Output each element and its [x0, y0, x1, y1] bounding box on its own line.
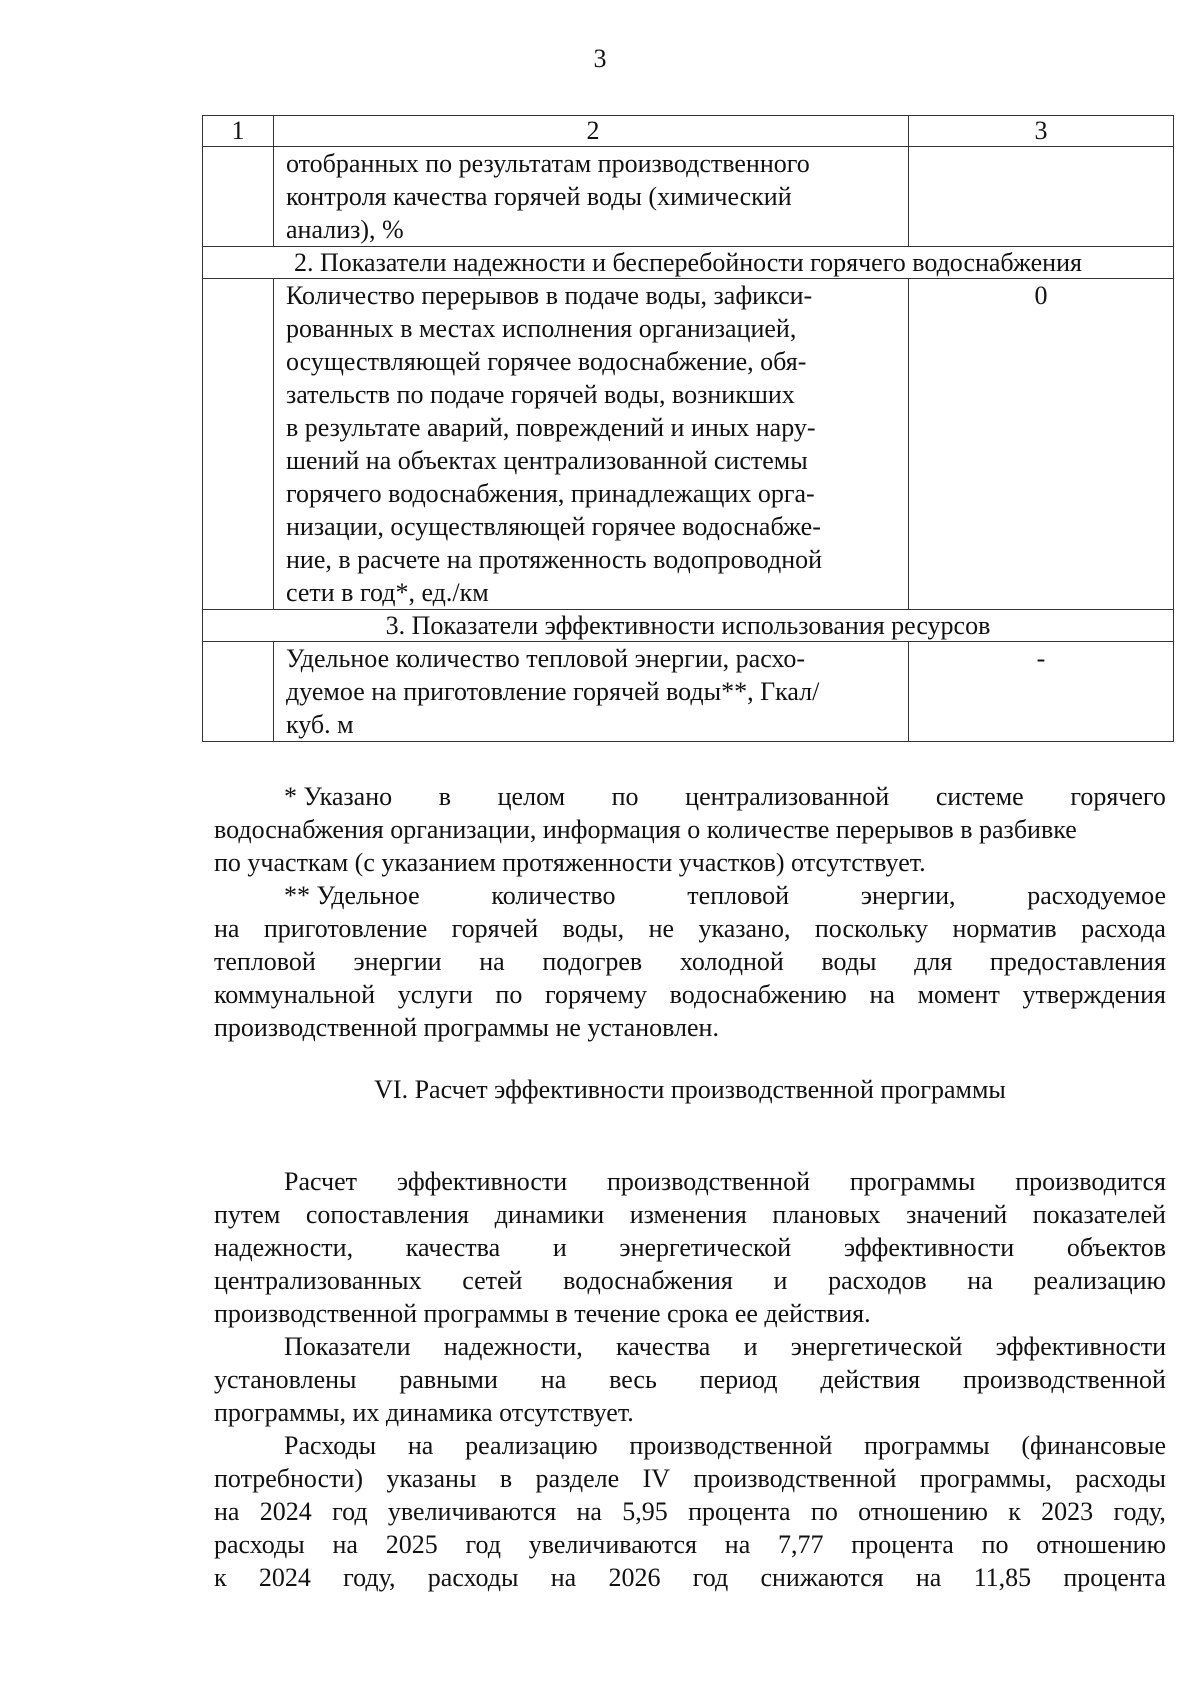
word: объектов	[1066, 1233, 1166, 1262]
footnote-1-line: водоснабжения организации, информация о количестве перерывов в разбивке	[214, 815, 1077, 844]
word: на	[407, 1431, 434, 1460]
paragraph-3-line	[214, 1495, 1166, 1528]
word: производственной	[962, 1365, 1166, 1394]
word: процента	[1063, 1563, 1166, 1592]
section-3-heading: 3. Показатели эффективности использования ресурсов	[203, 610, 1174, 642]
word: утверждения	[1022, 980, 1166, 1009]
word: горячему	[544, 980, 648, 1009]
word: реализацию	[465, 1431, 598, 1460]
word: показателей	[1032, 1200, 1166, 1229]
word: году,	[1113, 1497, 1166, 1526]
row3-value: -	[909, 642, 1174, 742]
word: год	[465, 1530, 501, 1559]
word: приготовление	[263, 914, 428, 943]
section-title: VI. Расчет эффективности производственной программы	[374, 1075, 1006, 1104]
word: потребности)	[214, 1464, 364, 1493]
footnote-1-first-line: * Указано в целом по централизованной системе горячего	[284, 782, 1166, 811]
paragraph-1-line	[214, 1264, 1166, 1297]
word: 2024	[258, 1563, 311, 1592]
table-row	[203, 147, 1174, 247]
word: сопоставления	[305, 1200, 469, 1229]
paragraph-2-line: программы, их динамика отсутствует.	[214, 1398, 634, 1427]
paragraph-1-line	[214, 1231, 1166, 1264]
word: на	[915, 1563, 942, 1592]
header-col-1: 1	[203, 116, 274, 147]
word: и	[552, 1233, 567, 1262]
word: эффективности	[843, 1233, 1015, 1262]
word: по	[981, 1530, 1009, 1559]
word: на	[479, 947, 505, 976]
word: увеличиваются	[387, 1497, 557, 1526]
word: программы,	[919, 1464, 1052, 1493]
paragraph-2-line	[214, 1330, 1166, 1363]
word: для	[914, 947, 953, 976]
paragraph-1-line	[214, 1165, 1166, 1198]
word: по	[495, 980, 523, 1009]
word: снижаются	[760, 1563, 884, 1592]
paragraph-3-line	[214, 1462, 1166, 1495]
word: 2024	[259, 1497, 312, 1526]
word: на	[540, 1365, 567, 1394]
word: энергии	[353, 947, 442, 976]
word: расходы	[1075, 1464, 1166, 1493]
footnotes	[214, 780, 1166, 1044]
word: значений	[906, 1200, 1008, 1229]
word: разделе	[535, 1464, 620, 1493]
word: подогрев	[542, 947, 643, 976]
table-header-row	[203, 116, 1174, 147]
word: холодной	[679, 947, 784, 976]
word: расходы	[214, 1530, 305, 1559]
word: на	[214, 1497, 240, 1526]
word: 11,85	[973, 1563, 1032, 1592]
word: расхода	[1081, 914, 1166, 943]
word: к	[1008, 1497, 1021, 1526]
word: качества	[405, 1233, 501, 1262]
word: увеличиваются	[528, 1530, 698, 1559]
word: коммунальной	[214, 980, 376, 1009]
word: действия	[820, 1365, 921, 1394]
word: 5,95	[622, 1497, 668, 1526]
body-text	[214, 1165, 1166, 1594]
word: воды,	[562, 914, 625, 943]
word: энергетической	[790, 1332, 963, 1361]
word: 2023	[1041, 1497, 1094, 1526]
word: услуги	[397, 980, 473, 1009]
table-row	[203, 642, 1174, 742]
word: изменения	[629, 1200, 747, 1229]
footnote-2-line	[214, 945, 1166, 978]
word: не	[648, 914, 675, 943]
word: процента	[688, 1497, 791, 1526]
word: указаны	[386, 1464, 477, 1493]
paragraph-2-line	[214, 1363, 1166, 1396]
word: (финансовые	[1021, 1431, 1166, 1460]
word: отношению	[1036, 1530, 1166, 1559]
word: производственной	[629, 1431, 833, 1460]
word: норматив	[952, 914, 1057, 943]
word: реализацию	[1033, 1266, 1166, 1295]
word: и	[743, 1332, 758, 1361]
word: путем	[214, 1200, 281, 1229]
word: поскольку	[814, 914, 929, 943]
word: программы	[849, 1167, 976, 1196]
word: на	[550, 1563, 577, 1592]
word: качества	[615, 1332, 711, 1361]
word: период	[699, 1365, 778, 1394]
word: отношению	[858, 1497, 988, 1526]
page-number: 3	[593, 44, 607, 73]
word: тепловой	[214, 947, 316, 976]
word: в	[499, 1464, 513, 1493]
row3-text: Удельное количество тепловой энергии, расхо- дуемое на приготовление горячей воды**, Гкал/ куб. м	[274, 642, 909, 742]
word: на	[967, 1266, 993, 1295]
indicators-table	[202, 115, 1174, 742]
row2-text: Количество перерывов в подаче воды, зафикси- рованных в местах исполнения организацией, осуществляющей горячее водоснабжение, обя- зательств по подаче горячей воды, возникших в результате аварий, повреждений и иных нару- шений на объектах централизованной системы горячего водоснабжения, принадлежащих орга- низации, осуществляющей горячее водоснабже- ние, в расчете на протяженность водопроводной сети в год*, ед./км	[274, 279, 909, 610]
word: Показатели	[284, 1332, 411, 1361]
word: плановых	[772, 1200, 881, 1229]
word: на	[214, 914, 240, 943]
word: воды	[821, 947, 877, 976]
word: расходы	[427, 1563, 519, 1592]
word: эффективности	[995, 1332, 1166, 1361]
footnote-2-line	[214, 912, 1166, 945]
word: 7,77	[778, 1530, 824, 1559]
word: год	[332, 1497, 368, 1526]
word: равными	[399, 1365, 498, 1394]
row2-value: 0	[909, 279, 1174, 610]
word: году,	[343, 1563, 396, 1592]
word: надежности,	[214, 1233, 354, 1262]
word: к	[214, 1563, 227, 1592]
word: весь	[609, 1365, 657, 1394]
word: указано,	[698, 914, 791, 943]
footnote-1-line: по участкам (с указанием протяженности участков) отсутствует.	[214, 848, 926, 877]
word: предоставления	[989, 947, 1166, 976]
word: энергетической	[619, 1233, 792, 1262]
section-2-heading: 2. Показатели надежности и бесперебойности горячего водоснабжения	[203, 247, 1174, 279]
word: производственной	[693, 1464, 897, 1493]
word: на	[869, 980, 895, 1009]
word: момент	[917, 980, 1000, 1009]
word: и	[773, 1266, 788, 1295]
word: производится	[1015, 1167, 1166, 1196]
header-col-3: 3	[909, 116, 1174, 147]
word: динамики	[494, 1200, 605, 1229]
word: 2025	[385, 1530, 438, 1559]
word: на	[576, 1497, 602, 1526]
word: 2026	[608, 1563, 661, 1592]
word: эффективности	[396, 1167, 568, 1196]
word: IV	[642, 1464, 671, 1493]
word: расходов	[828, 1266, 927, 1295]
section-row	[203, 247, 1174, 279]
word: на	[332, 1530, 358, 1559]
word: на	[724, 1530, 751, 1559]
word: надежности,	[443, 1332, 583, 1361]
word: Расходы	[284, 1431, 377, 1460]
word: программы	[864, 1431, 990, 1460]
word: установлены	[214, 1365, 357, 1394]
footnote-2-first-line: ** Удельное количество тепловой энергии, расходуемое	[284, 881, 1166, 910]
word: производственной	[607, 1167, 810, 1196]
word: водоснабжения	[563, 1266, 733, 1295]
footnote-2-line: производственной программы не установлен.	[214, 1013, 719, 1042]
paragraph-3-line	[214, 1429, 1166, 1462]
section-row	[203, 610, 1174, 642]
word: сетей	[462, 1266, 523, 1295]
word: по	[810, 1497, 838, 1526]
paragraph-1-line	[214, 1198, 1166, 1231]
word: Расчет	[284, 1167, 357, 1196]
table-row	[203, 279, 1174, 610]
word: горячей	[451, 914, 539, 943]
row1-text: отобранных по результатам производственного контроля качества горячей воды (химический анализ), %	[274, 147, 909, 247]
footnote-2-line	[214, 978, 1166, 1011]
row1-value	[909, 147, 1174, 247]
paragraph-3-line	[214, 1528, 1166, 1561]
word: процента	[851, 1530, 954, 1559]
paragraph-1-line: производственной программы в течение срока ее действия.	[214, 1299, 871, 1328]
word: год	[692, 1563, 729, 1592]
header-col-2: 2	[274, 116, 909, 147]
word: централизованных	[214, 1266, 422, 1295]
paragraph-3-line	[214, 1561, 1166, 1594]
word: водоснабжению	[669, 980, 847, 1009]
